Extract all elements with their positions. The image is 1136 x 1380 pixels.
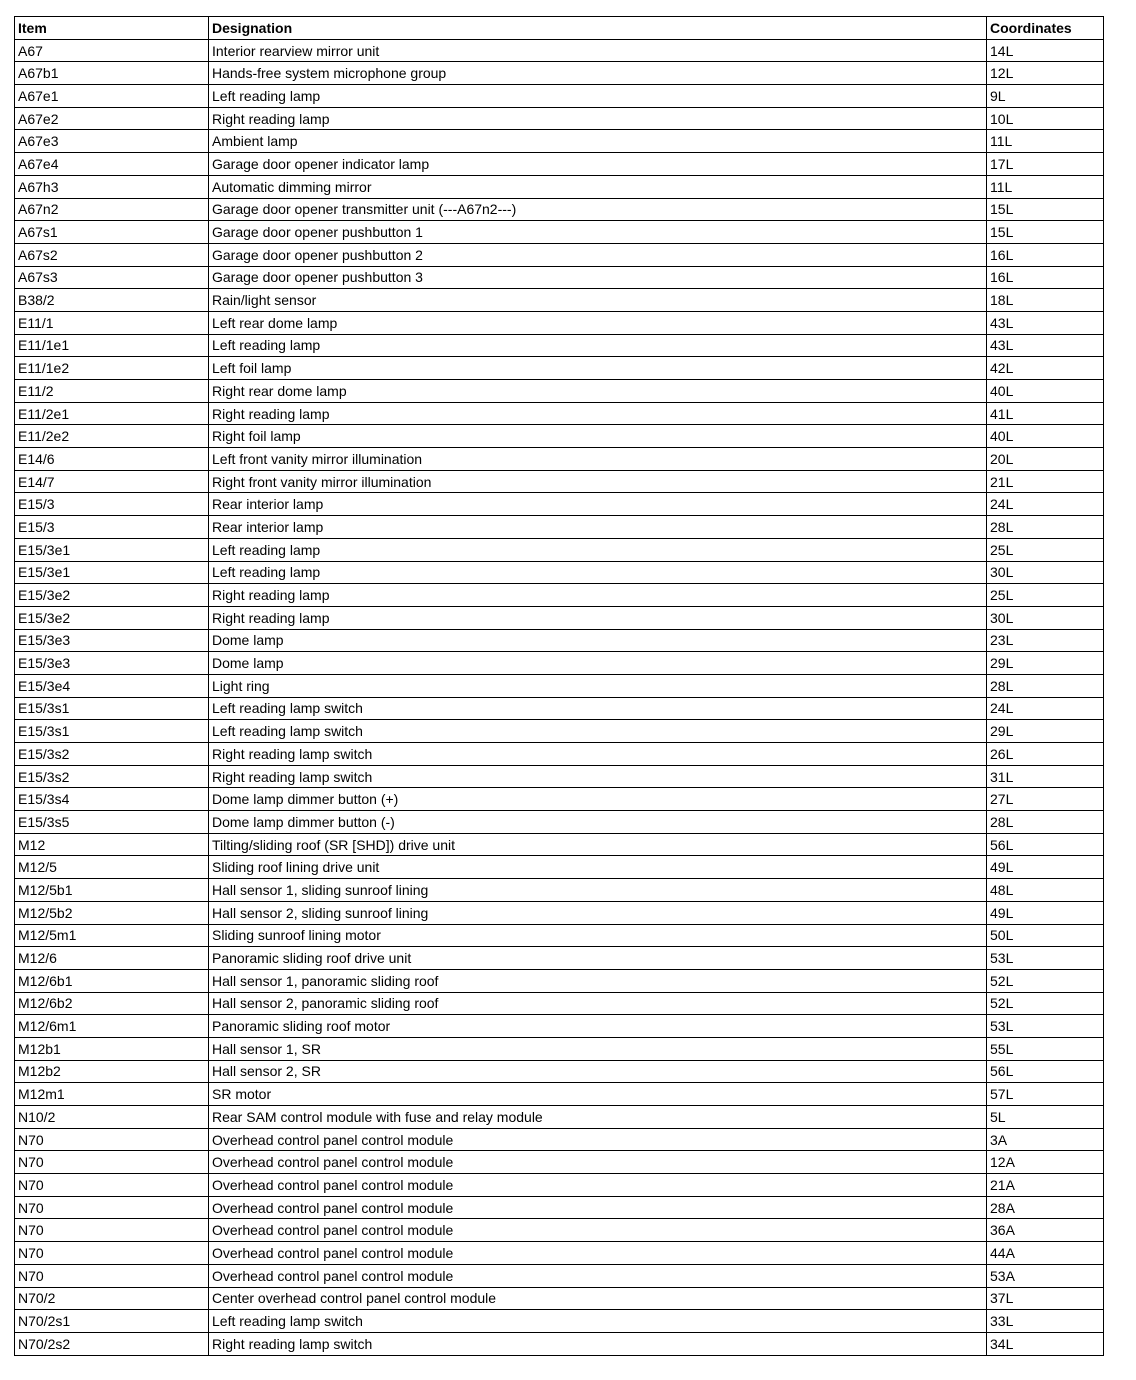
cell-item: M12b1 xyxy=(15,1037,209,1060)
cell-designation: Hall sensor 1, panoramic sliding roof xyxy=(209,969,987,992)
cell-designation: Right reading lamp switch xyxy=(209,1332,987,1355)
cell-designation: Garage door opener pushbutton 3 xyxy=(209,266,987,289)
cell-item: E11/2 xyxy=(15,380,209,403)
cell-item: E15/3e2 xyxy=(15,584,209,607)
cell-designation: Overhead control panel control module xyxy=(209,1219,987,1242)
table-row xyxy=(15,992,1104,1015)
table-row xyxy=(15,538,1104,561)
cell-item: A67s3 xyxy=(15,266,209,289)
cell-coordinates: 11L xyxy=(987,175,1104,198)
cell-item: N70/2s1 xyxy=(15,1310,209,1333)
table-row xyxy=(15,380,1104,403)
cell-coordinates: 9L xyxy=(987,85,1104,108)
cell-coordinates: 53A xyxy=(987,1264,1104,1287)
cell-designation: Panoramic sliding roof motor xyxy=(209,1015,987,1038)
cell-designation: Hall sensor 1, sliding sunroof lining xyxy=(209,879,987,902)
cell-item: M12/5m1 xyxy=(15,924,209,947)
cell-coordinates: 24L xyxy=(987,493,1104,516)
cell-item: E11/1e1 xyxy=(15,334,209,357)
table-row xyxy=(15,1287,1104,1310)
table-row xyxy=(15,1219,1104,1242)
table-row xyxy=(15,425,1104,448)
cell-designation: Overhead control panel control module xyxy=(209,1196,987,1219)
cell-designation: Rain/light sensor xyxy=(209,289,987,312)
cell-designation: Right front vanity mirror illumination xyxy=(209,470,987,493)
table-row xyxy=(15,1015,1104,1038)
cell-item: N10/2 xyxy=(15,1106,209,1129)
table-body xyxy=(15,39,1104,1355)
table-row xyxy=(15,470,1104,493)
column-header-coordinates: Coordinates xyxy=(987,17,1104,40)
cell-item: E11/2e2 xyxy=(15,425,209,448)
cell-item: M12/6b2 xyxy=(15,992,209,1015)
cell-coordinates: 28L xyxy=(987,516,1104,539)
cell-designation: SR motor xyxy=(209,1083,987,1106)
cell-coordinates: 29L xyxy=(987,720,1104,743)
cell-coordinates: 3A xyxy=(987,1128,1104,1151)
cell-item: E15/3s2 xyxy=(15,765,209,788)
cell-designation: Overhead control panel control module xyxy=(209,1128,987,1151)
cell-item: N70 xyxy=(15,1196,209,1219)
table-row xyxy=(15,448,1104,471)
table-row xyxy=(15,561,1104,584)
cell-coordinates: 21A xyxy=(987,1174,1104,1197)
cell-designation: Right reading lamp xyxy=(209,107,987,130)
cell-designation: Panoramic sliding roof drive unit xyxy=(209,947,987,970)
cell-designation: Tilting/sliding roof (SR [SHD]) drive unit xyxy=(209,833,987,856)
cell-coordinates: 23L xyxy=(987,629,1104,652)
cell-designation: Left reading lamp switch xyxy=(209,1310,987,1333)
table-row xyxy=(15,198,1104,221)
table-row xyxy=(15,765,1104,788)
cell-designation: Dome lamp dimmer button (+) xyxy=(209,788,987,811)
table-row xyxy=(15,85,1104,108)
cell-designation: Right reading lamp xyxy=(209,402,987,425)
cell-item: A67s2 xyxy=(15,243,209,266)
table-row xyxy=(15,1083,1104,1106)
cell-designation: Overhead control panel control module xyxy=(209,1174,987,1197)
table-row xyxy=(15,606,1104,629)
cell-designation: Light ring xyxy=(209,674,987,697)
cell-item: A67s1 xyxy=(15,221,209,244)
cell-item: A67h3 xyxy=(15,175,209,198)
cell-coordinates: 33L xyxy=(987,1310,1104,1333)
table-row xyxy=(15,743,1104,766)
cell-item: M12/5b1 xyxy=(15,879,209,902)
cell-item: E14/7 xyxy=(15,470,209,493)
cell-designation: Left reading lamp switch xyxy=(209,720,987,743)
cell-coordinates: 36A xyxy=(987,1219,1104,1242)
cell-designation: Hall sensor 2, panoramic sliding roof xyxy=(209,992,987,1015)
column-header-designation: Designation xyxy=(209,17,987,40)
cell-coordinates: 34L xyxy=(987,1332,1104,1355)
table-row xyxy=(15,1310,1104,1333)
cell-coordinates: 20L xyxy=(987,448,1104,471)
cell-item: M12m1 xyxy=(15,1083,209,1106)
cell-item: E15/3s4 xyxy=(15,788,209,811)
table-row xyxy=(15,969,1104,992)
cell-coordinates: 12L xyxy=(987,62,1104,85)
cell-item: E11/1 xyxy=(15,311,209,334)
cell-coordinates: 14L xyxy=(987,39,1104,62)
table-row xyxy=(15,1106,1104,1129)
cell-designation: Hall sensor 2, sliding sunroof lining xyxy=(209,901,987,924)
cell-coordinates: 31L xyxy=(987,765,1104,788)
table-row xyxy=(15,289,1104,312)
cell-item: E15/3e3 xyxy=(15,629,209,652)
cell-coordinates: 10L xyxy=(987,107,1104,130)
table-row xyxy=(15,1151,1104,1174)
cell-coordinates: 53L xyxy=(987,947,1104,970)
cell-designation: Right reading lamp xyxy=(209,606,987,629)
cell-designation: Center overhead control panel control module xyxy=(209,1287,987,1310)
cell-coordinates: 11L xyxy=(987,130,1104,153)
cell-designation: Right reading lamp switch xyxy=(209,743,987,766)
cell-coordinates: 28L xyxy=(987,811,1104,834)
cell-coordinates: 52L xyxy=(987,969,1104,992)
cell-designation: Dome lamp dimmer button (-) xyxy=(209,811,987,834)
table-row xyxy=(15,901,1104,924)
cell-coordinates: 43L xyxy=(987,334,1104,357)
cell-item: N70 xyxy=(15,1242,209,1265)
cell-coordinates: 12A xyxy=(987,1151,1104,1174)
cell-designation: Dome lamp xyxy=(209,629,987,652)
cell-coordinates: 43L xyxy=(987,311,1104,334)
cell-coordinates: 16L xyxy=(987,266,1104,289)
cell-item: E11/2e1 xyxy=(15,402,209,425)
table-row xyxy=(15,720,1104,743)
cell-designation: Right reading lamp switch xyxy=(209,765,987,788)
cell-designation: Dome lamp xyxy=(209,652,987,675)
cell-item: A67e2 xyxy=(15,107,209,130)
cell-designation: Rear interior lamp xyxy=(209,493,987,516)
cell-designation: Hands-free system microphone group xyxy=(209,62,987,85)
cell-item: E15/3e4 xyxy=(15,674,209,697)
cell-coordinates: 5L xyxy=(987,1106,1104,1129)
cell-item: M12/5 xyxy=(15,856,209,879)
cell-item: E15/3s1 xyxy=(15,697,209,720)
cell-coordinates: 56L xyxy=(987,833,1104,856)
cell-coordinates: 55L xyxy=(987,1037,1104,1060)
cell-designation: Left reading lamp xyxy=(209,85,987,108)
cell-coordinates: 18L xyxy=(987,289,1104,312)
cell-designation: Left reading lamp xyxy=(209,561,987,584)
cell-coordinates: 52L xyxy=(987,992,1104,1015)
cell-item: A67e3 xyxy=(15,130,209,153)
cell-item: E11/1e2 xyxy=(15,357,209,380)
cell-item: E15/3 xyxy=(15,516,209,539)
table-row xyxy=(15,629,1104,652)
cell-coordinates: 50L xyxy=(987,924,1104,947)
table-row xyxy=(15,1242,1104,1265)
cell-item: A67b1 xyxy=(15,62,209,85)
table-row xyxy=(15,1332,1104,1355)
cell-designation: Overhead control panel control module xyxy=(209,1264,987,1287)
cell-coordinates: 16L xyxy=(987,243,1104,266)
cell-designation: Overhead control panel control module xyxy=(209,1151,987,1174)
table-row xyxy=(15,674,1104,697)
cell-designation: Garage door opener pushbutton 2 xyxy=(209,243,987,266)
table-row xyxy=(15,243,1104,266)
table-row xyxy=(15,1196,1104,1219)
cell-item: E15/3 xyxy=(15,493,209,516)
cell-designation: Left reading lamp switch xyxy=(209,697,987,720)
table-row xyxy=(15,1128,1104,1151)
cell-coordinates: 28A xyxy=(987,1196,1104,1219)
cell-item: M12 xyxy=(15,833,209,856)
cell-designation: Rear interior lamp xyxy=(209,516,987,539)
cell-item: N70/2 xyxy=(15,1287,209,1310)
cell-item: A67n2 xyxy=(15,198,209,221)
cell-coordinates: 40L xyxy=(987,425,1104,448)
cell-designation: Sliding sunroof lining motor xyxy=(209,924,987,947)
cell-designation: Left rear dome lamp xyxy=(209,311,987,334)
table-row xyxy=(15,130,1104,153)
cell-designation: Overhead control panel control module xyxy=(209,1242,987,1265)
cell-item: N70 xyxy=(15,1174,209,1197)
table-row xyxy=(15,402,1104,425)
cell-item: M12/6b1 xyxy=(15,969,209,992)
cell-coordinates: 41L xyxy=(987,402,1104,425)
table-row xyxy=(15,39,1104,62)
table-row xyxy=(15,153,1104,176)
cell-designation: Hall sensor 1, SR xyxy=(209,1037,987,1060)
cell-item: A67 xyxy=(15,39,209,62)
table-row xyxy=(15,493,1104,516)
cell-coordinates: 56L xyxy=(987,1060,1104,1083)
table-row xyxy=(15,1060,1104,1083)
table-row xyxy=(15,311,1104,334)
table-row xyxy=(15,788,1104,811)
cell-coordinates: 57L xyxy=(987,1083,1104,1106)
cell-coordinates: 53L xyxy=(987,1015,1104,1038)
cell-designation: Automatic dimming mirror xyxy=(209,175,987,198)
cell-coordinates: 42L xyxy=(987,357,1104,380)
table-header-row xyxy=(15,17,1104,40)
table-row xyxy=(15,924,1104,947)
table-row xyxy=(15,62,1104,85)
cell-coordinates: 25L xyxy=(987,584,1104,607)
cell-designation: Left foil lamp xyxy=(209,357,987,380)
cell-item: E15/3s1 xyxy=(15,720,209,743)
cell-coordinates: 25L xyxy=(987,538,1104,561)
component-legend-table xyxy=(14,16,1104,1356)
cell-designation: Interior rearview mirror unit xyxy=(209,39,987,62)
cell-coordinates: 27L xyxy=(987,788,1104,811)
table-row xyxy=(15,584,1104,607)
cell-coordinates: 48L xyxy=(987,879,1104,902)
cell-coordinates: 24L xyxy=(987,697,1104,720)
cell-designation: Hall sensor 2, SR xyxy=(209,1060,987,1083)
cell-designation: Garage door opener pushbutton 1 xyxy=(209,221,987,244)
cell-item: A67e1 xyxy=(15,85,209,108)
table-row xyxy=(15,947,1104,970)
cell-item: E14/6 xyxy=(15,448,209,471)
table-row xyxy=(15,879,1104,902)
cell-item: M12/6 xyxy=(15,947,209,970)
table-row xyxy=(15,1264,1104,1287)
table-row xyxy=(15,697,1104,720)
cell-coordinates: 15L xyxy=(987,198,1104,221)
cell-item: N70 xyxy=(15,1264,209,1287)
table-row xyxy=(15,652,1104,675)
cell-coordinates: 26L xyxy=(987,743,1104,766)
cell-designation: Rear SAM control module with fuse and relay module xyxy=(209,1106,987,1129)
table-row xyxy=(15,811,1104,834)
cell-coordinates: 37L xyxy=(987,1287,1104,1310)
cell-coordinates: 49L xyxy=(987,856,1104,879)
cell-item: E15/3e3 xyxy=(15,652,209,675)
cell-designation: Garage door opener transmitter unit (---A67n2---) xyxy=(209,198,987,221)
cell-designation: Ambient lamp xyxy=(209,130,987,153)
table-row xyxy=(15,334,1104,357)
table-row xyxy=(15,1174,1104,1197)
cell-designation: Garage door opener indicator lamp xyxy=(209,153,987,176)
cell-coordinates: 15L xyxy=(987,221,1104,244)
cell-item: M12/6m1 xyxy=(15,1015,209,1038)
cell-item: B38/2 xyxy=(15,289,209,312)
table-row xyxy=(15,107,1104,130)
table-row xyxy=(15,1037,1104,1060)
table-row xyxy=(15,357,1104,380)
table-row xyxy=(15,266,1104,289)
cell-coordinates: 40L xyxy=(987,380,1104,403)
cell-item: E15/3e1 xyxy=(15,561,209,584)
cell-coordinates: 17L xyxy=(987,153,1104,176)
cell-coordinates: 30L xyxy=(987,561,1104,584)
cell-item: E15/3e1 xyxy=(15,538,209,561)
table-row xyxy=(15,833,1104,856)
cell-coordinates: 44A xyxy=(987,1242,1104,1265)
cell-designation: Left reading lamp xyxy=(209,334,987,357)
cell-designation: Left reading lamp xyxy=(209,538,987,561)
cell-designation: Left front vanity mirror illumination xyxy=(209,448,987,471)
cell-coordinates: 29L xyxy=(987,652,1104,675)
cell-coordinates: 21L xyxy=(987,470,1104,493)
cell-item: M12/5b2 xyxy=(15,901,209,924)
table-row xyxy=(15,516,1104,539)
cell-item: N70 xyxy=(15,1151,209,1174)
cell-item: N70 xyxy=(15,1219,209,1242)
cell-item: E15/3e2 xyxy=(15,606,209,629)
cell-coordinates: 28L xyxy=(987,674,1104,697)
table-row xyxy=(15,221,1104,244)
cell-designation: Right foil lamp xyxy=(209,425,987,448)
cell-designation: Right rear dome lamp xyxy=(209,380,987,403)
cell-coordinates: 30L xyxy=(987,606,1104,629)
cell-item: M12b2 xyxy=(15,1060,209,1083)
cell-coordinates: 49L xyxy=(987,901,1104,924)
cell-designation: Sliding roof lining drive unit xyxy=(209,856,987,879)
table-row xyxy=(15,175,1104,198)
cell-designation: Right reading lamp xyxy=(209,584,987,607)
cell-item: E15/3s2 xyxy=(15,743,209,766)
cell-item: N70/2s2 xyxy=(15,1332,209,1355)
cell-item: E15/3s5 xyxy=(15,811,209,834)
cell-item: A67e4 xyxy=(15,153,209,176)
cell-item: N70 xyxy=(15,1128,209,1151)
table-row xyxy=(15,856,1104,879)
column-header-item: Item xyxy=(15,17,209,40)
